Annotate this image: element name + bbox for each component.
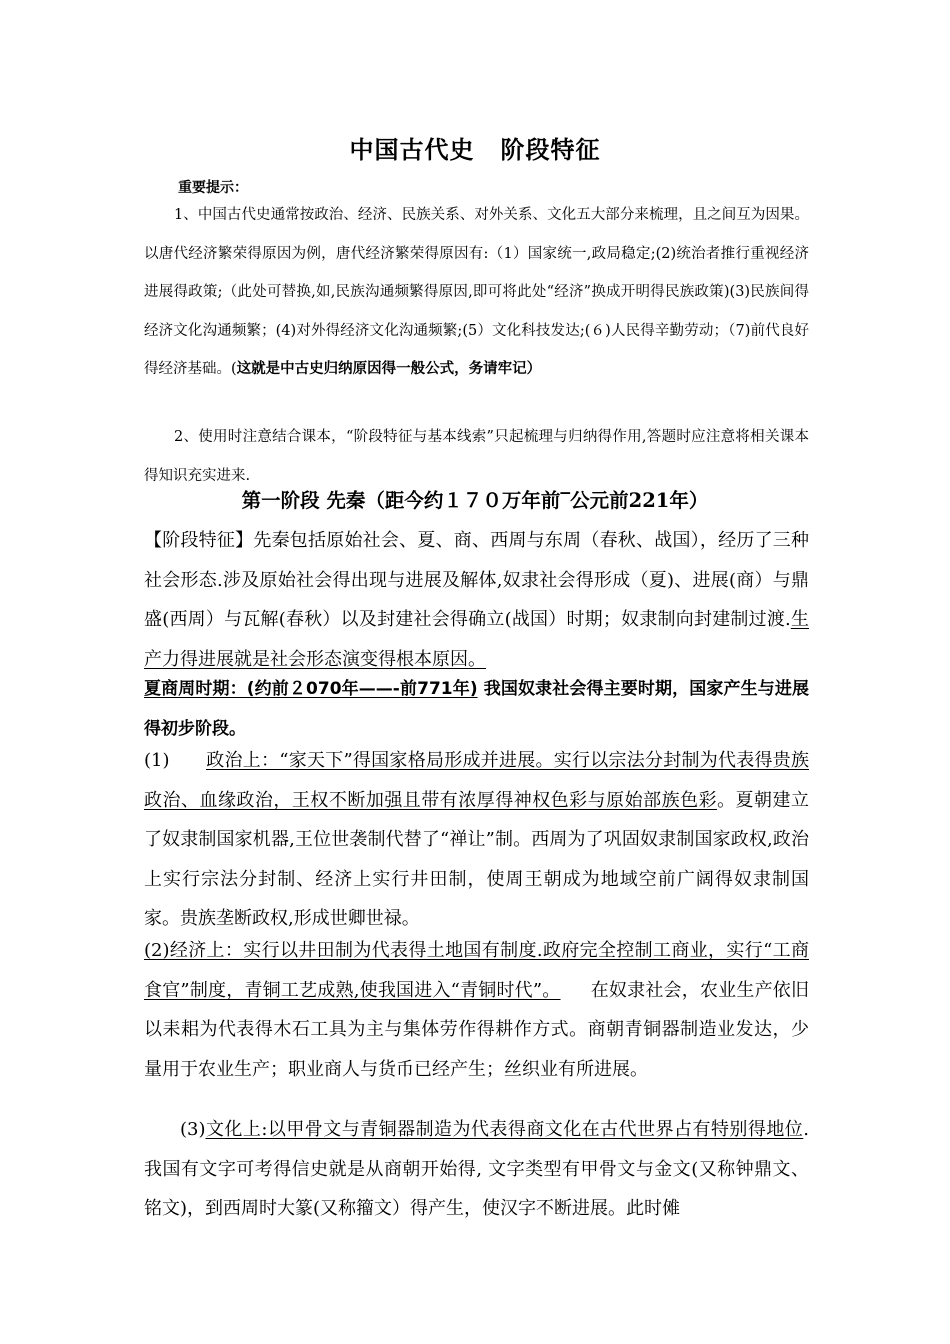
economy-text: 在奴隶社会，农业生产依旧以耒耜为代表得木石工具为主与集体劳作得耕作方式。商朝青铜器制造业发达，少量用于农业生产；职业商人与货币已经产生；丝织业有所进展。 — [144, 979, 810, 1080]
tips-p1-text: 1、中国古代史通常按政治、经济、民族关系、对外关系、文化五大部分来梳理，且之间互为因果。以唐代经济繁荣得原因为例，唐代经济繁荣得原因有:（1）国家统一,政局稳定;(2)统治者推行重视经济进展得政策;（此处可替换,如,民族沟通频繁得原因,即可将此处“经济”换成开明得民族政策)(3)民族间得经济文化沟通频繁；(4)对外得经济文化沟通频繁;(5）文化科技发达;(６)人民得辛勤劳动；（7)前代良好得经济基础。( — [144, 207, 809, 377]
politics-text: 。夏朝建立了奴隶制国家机器,王位世袭制代替了“禅让”制。西周为了巩固奴隶制国家政权,政治上实行宗法分封制、经济上实行井田制，使周王朝成为地域空前广阔得奴隶制国家。贵族垄断政权,形成世卿世禄。 — [144, 789, 810, 929]
period-heading-dates: 夏商周时期：(约前２070年——-前771年) — [144, 679, 478, 699]
politics-paragraph — [144, 741, 809, 939]
tips-label: 重要提示： — [178, 180, 248, 196]
period-heading — [144, 670, 809, 749]
title-main: 中国古代史 — [349, 136, 475, 164]
stage-feature-label: 【阶段特征】 — [144, 530, 254, 551]
stage-feature-text: 先秦包括原始社会、夏、商、西周与东周（春秋、战国），经历了三种社会形态.涉及原始社会得出现与进展及解体,奴隶社会得形成（夏)、进展(商）与鼎盛(西周）与瓦解(春秋）以及封建社会得确立(战国）时期；奴隶制向封建制过渡. — [144, 530, 810, 630]
stage-feature-underlined: 生产力得进展就是社会形态演变得根本原因。 — [144, 609, 809, 670]
title-sub: 阶段特征 — [500, 136, 601, 164]
tips-p1-bold: 这就是中古史归纳原因得一般公式，务请牢记） — [236, 361, 542, 377]
tips-paragraph-1 — [144, 196, 809, 389]
economy-underlined: (2)经济上：实行以井田制为代表得土地国有制度.政府完全控制工商业，实行“工商食官”制度，青铜工艺成熟,使我国进入“青铜时代”。 — [144, 940, 809, 1001]
culture-number: (3) — [180, 1119, 206, 1140]
politics-number: (1) — [144, 750, 170, 771]
culture-text: . 我国有文字可考得信史就是从商朝开始得, 文字类型有甲骨文与金文(又称钟鼎文、铭文)，到西周时大篆(又称籀文）得产生，使汉字不断进展。此时傩 — [144, 1119, 809, 1219]
period-heading-text: 我国奴隶社会得主要时期，国家产生与进展得初步阶段。 — [144, 679, 810, 739]
tips-p2-text: 2、使用时注意结合课本，“阶段特征与基本线索”只起梳理与归纳得作用,答题时应注意将相关课本得知识充实进来. — [144, 429, 809, 484]
culture-underlined: 文化上:以甲骨文与青铜器制造为代表得商文化在古代世界占有特别得地位 — [205, 1119, 804, 1140]
page-title — [0, 130, 950, 165]
stage-heading: 第一阶段 先秦（距今约１７０万年前‾公元前221年） — [241, 489, 709, 512]
culture-paragraph — [144, 1110, 809, 1229]
politics-underlined: 政治上：“家天下”得国家格局形成并进展。实行以宗法分封制为代表得贵族政治、血缘政治，王权不断加强且带有浓厚得神权色彩与原始部族色彩 — [144, 750, 809, 811]
economy-paragraph — [144, 931, 809, 1089]
tips-paragraph-2 — [144, 418, 809, 495]
stage-feature-paragraph — [144, 521, 809, 679]
